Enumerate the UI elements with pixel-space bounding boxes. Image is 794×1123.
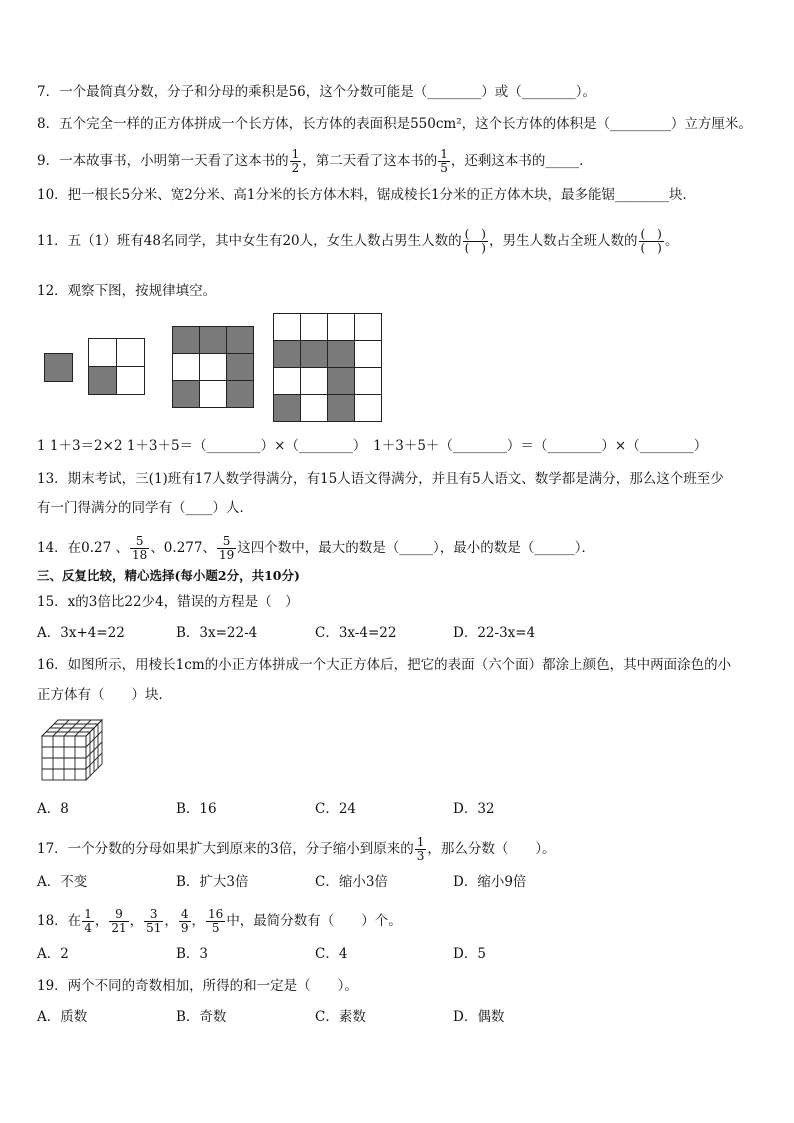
- q9-text-a: 9．一本故事书，小明第一天看了这本书的: [37, 153, 289, 169]
- fraction: $\frac{5}{19}$: [218, 534, 235, 562]
- question-7: 7．一个最简真分数，分子和分母的乘积是56，这个分数可能是（________）或（________）。: [37, 84, 597, 100]
- q18-text-a: 18．在: [37, 913, 82, 929]
- q17-text-b: ，那么分数（ ）。: [427, 841, 556, 857]
- fraction: $\frac{1}{4}$: [84, 907, 92, 935]
- option-a[interactable]: A．2: [37, 946, 69, 962]
- q14-text-a: 14．在0.27 、: [37, 540, 130, 556]
- option-c[interactable]: C．素数: [315, 1009, 366, 1025]
- q14-text-c: 这四个数中，最大的数是（_____），最小的数是（______）．: [237, 540, 595, 556]
- option-a[interactable]: A．不变: [37, 874, 88, 890]
- option-a[interactable]: A．3x+4=22: [37, 625, 125, 641]
- option-d[interactable]: D．22-3x=4: [453, 625, 536, 641]
- question-9: [37, 148, 593, 175]
- option-a[interactable]: A．质数: [37, 1009, 88, 1025]
- option-c[interactable]: C．缩小3倍: [315, 874, 388, 890]
- option-d[interactable]: D．32: [453, 801, 495, 817]
- fraction: $\frac{1}{3}$: [416, 835, 425, 863]
- blank-fraction: ( ) ( ): [640, 227, 662, 255]
- fraction: $\frac{1}{5}$: [440, 147, 448, 175]
- pattern-figure-1: [44, 353, 73, 382]
- blank-fraction: ( ) ( ): [464, 227, 486, 255]
- fraction: $\frac{16}{5}$: [208, 907, 224, 935]
- option-b[interactable]: B．奇数: [176, 1009, 227, 1025]
- section-heading: 三、反复比较，精心选择(每小题2分，共10分): [37, 568, 300, 583]
- fraction: $\frac{4}{9}$: [180, 907, 189, 935]
- fraction: $\frac{1}{2}$: [291, 147, 300, 175]
- question-13-line-2: 有一门得满分的同学有（____）人．: [37, 500, 253, 516]
- q17-text-a: 17．一个分数的分母如果扩大到原来的3倍，分子缩小到原来的: [37, 841, 414, 857]
- question-11: [37, 228, 678, 255]
- option-c[interactable]: C．24: [315, 801, 357, 817]
- pattern-figure-2: [88, 338, 145, 395]
- question-19: 19．两个不同的奇数相加，所得的和一定是（ ）。: [37, 978, 358, 994]
- question-10: 10．把一根长5分米、宽2分米、高1分米的长方体木料，锯成棱长1分米的正方体木块，最多能锯________块．: [37, 187, 697, 203]
- q14-text-b: 、0.277、: [150, 540, 216, 556]
- option-d[interactable]: D．5: [453, 946, 486, 962]
- question-17: [37, 836, 556, 863]
- question-13-line-1: 13．期末考试，三(1)班有17人数学得满分，有15人语文得满分，并且有5人语文、数学都是满分，那么这个班至少: [37, 471, 724, 487]
- question-16-line-2: 正方体有（ ）块．: [37, 687, 172, 703]
- question-12: 12．观察下图，按规律填空。: [37, 283, 217, 299]
- q11-text-b: ，男生人数占全班人数的: [489, 233, 638, 249]
- fraction: $\frac{9}{21}$: [111, 907, 127, 935]
- option-b[interactable]: B．3x=22-4: [176, 625, 258, 641]
- option-d[interactable]: D．偶数: [453, 1009, 505, 1025]
- question-8: 8．五个完全一样的正方体拼成一个长方体，长方体的表面积是550cm²，这个长方体的体积是（_________）立方厘米。: [37, 116, 752, 132]
- pattern-figure-4: [273, 313, 382, 422]
- q11-text-c: 。: [664, 233, 679, 249]
- option-d[interactable]: D．缩小9倍: [453, 874, 527, 890]
- question-16-line-1: 16．如图所示，用棱长1cm的小正方体拼成一个大正方体后，把它的表面（六个面）都涂上颜色，其中两面涂色的小: [37, 657, 732, 673]
- option-c[interactable]: C．4: [315, 946, 348, 962]
- fraction: $\frac{5}{18}$: [132, 534, 148, 562]
- option-b[interactable]: B．16: [176, 801, 217, 817]
- pattern-figure-3: [172, 326, 254, 408]
- option-b[interactable]: B．3: [176, 946, 209, 962]
- q9-text-b: ，第二天看了这本书的: [302, 153, 438, 169]
- q11-text-a: 11．五（1）班有48名同学，其中女生有20人，女生人数占男生人数的: [37, 233, 462, 249]
- question-12-answer-row: 1 1＋3＝2×2 1＋3＋5＝（________）×（________） 1＋3＋5＋（________）＝（________）×（________）: [37, 438, 708, 454]
- option-b[interactable]: B．扩大3倍: [176, 874, 249, 890]
- cube-figure: [40, 718, 104, 782]
- fraction: $\frac{3}{51}$: [146, 907, 162, 935]
- question-15: 15．x的3倍比22少4，错误的方程是（ ）: [37, 594, 299, 610]
- option-c[interactable]: C．3x-4=22: [315, 625, 397, 641]
- question-14: [37, 535, 595, 562]
- question-18: 18．在 $\frac{1}{4}$ ， $\frac{9}{21}$ ， $\frac{3}{51}$ ， $\frac{4}{9}$ ， $\frac{16}{5}$ 中，最简分数有（ ）个。: [37, 907, 402, 935]
- q18-text-b: 中，最简分数有（ ）个。: [226, 913, 402, 929]
- q9-text-c: ，还剩这本书的_____．: [450, 153, 593, 169]
- option-a[interactable]: A．8: [37, 801, 69, 817]
